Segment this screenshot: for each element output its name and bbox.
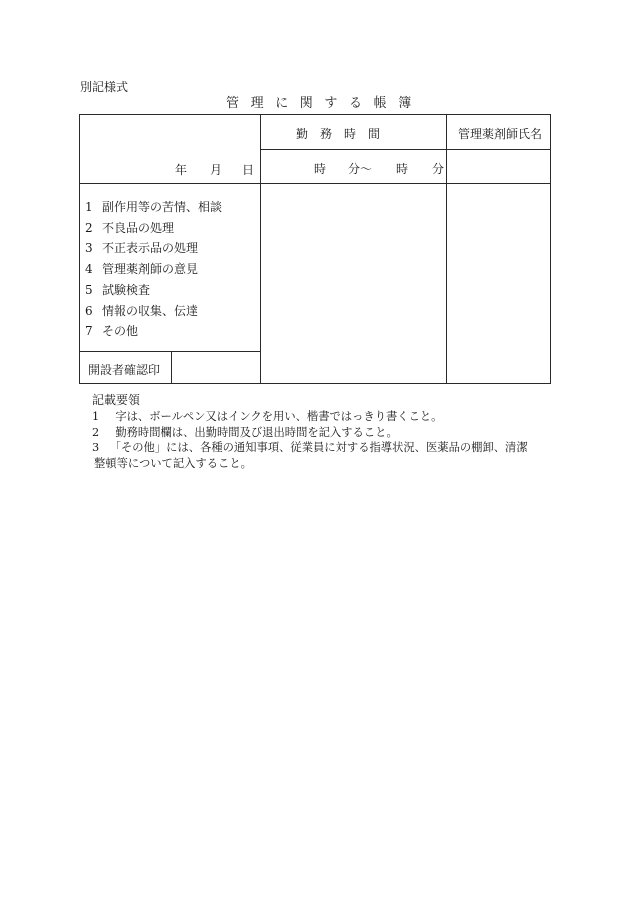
divider-body-top <box>80 183 551 184</box>
date-month-label: 月 <box>210 163 223 177</box>
divider-date-column <box>260 115 261 383</box>
time-hour-end-label: 時 <box>396 162 409 176</box>
notes-heading: 記載要領 <box>92 393 141 407</box>
note-continuation: 整頓等について記入すること。 <box>94 457 252 470</box>
note-item: 3 「その他」には、各種の通知事項、従業員に対する指導状況、医薬品の棚卸、清潔 <box>92 441 528 454</box>
list-item: 2 不良品の処理 <box>85 221 175 235</box>
time-hour-start-label: 時 <box>314 162 327 176</box>
time-minute-end-label: 分 <box>432 162 445 176</box>
note-item: 1 字は、ボールペン又はインクを用い、楷書ではっきり書くこと。 <box>92 410 443 423</box>
divider-seal-cell <box>171 351 172 383</box>
document-title: 管理に関する帳簿 <box>226 96 423 111</box>
ledger-table <box>79 114 551 384</box>
time-minute-start-label: 分〜 <box>348 162 373 176</box>
divider-header-row <box>260 149 551 150</box>
date-year-label: 年 <box>175 163 188 177</box>
pharmacist-name-header: 管理薬剤師氏名 <box>458 127 543 141</box>
opener-seal-label: 開設者確認印 <box>88 363 161 377</box>
list-item: 1 副作用等の苦情、相談 <box>85 200 223 214</box>
work-hours-header: 勤 務 時 間 <box>296 127 381 141</box>
divider-name-column <box>446 115 447 383</box>
list-item: 6 情報の収集、伝達 <box>85 304 199 318</box>
list-item: 4 管理薬剤師の意見 <box>85 262 199 276</box>
form-label: 別記様式 <box>80 80 129 94</box>
divider-seal-row <box>80 351 260 352</box>
date-day-label: 日 <box>242 163 255 177</box>
note-item: 2 勤務時間欄は、出勤時間及び退出時間を記入すること。 <box>92 426 398 439</box>
list-item: 5 試験検査 <box>85 283 151 297</box>
list-item: 3 不正表示品の処理 <box>85 241 199 255</box>
list-item: 7 その他 <box>85 324 139 338</box>
